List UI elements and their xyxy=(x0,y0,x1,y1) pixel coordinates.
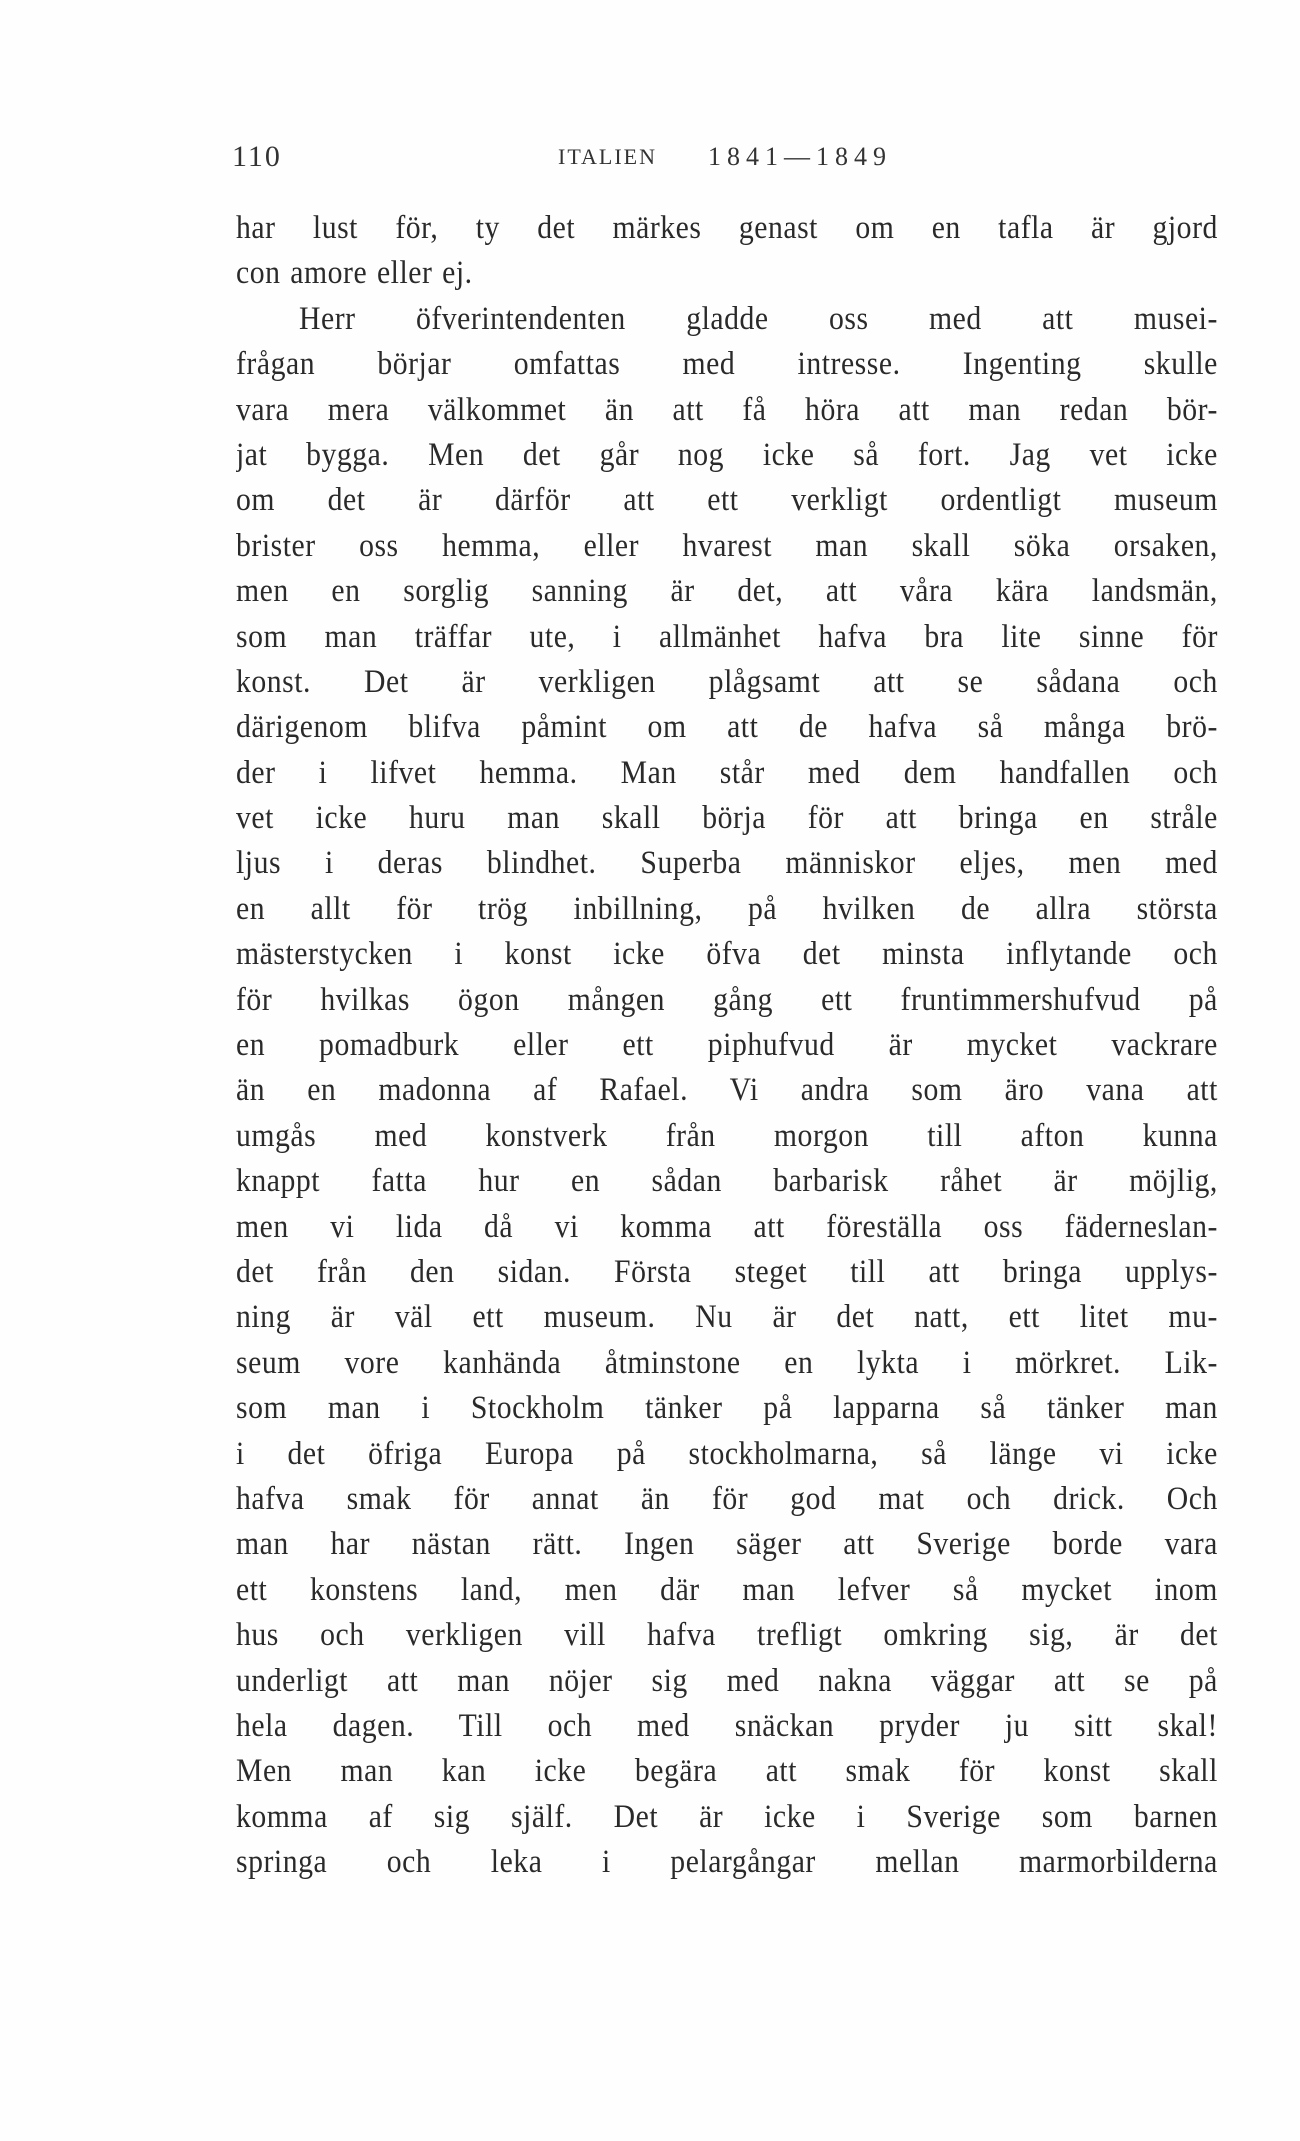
text-line: en pomadburk eller ett piphufvud är mycket vackrare xyxy=(236,1027,1218,1064)
text-line: men en sorglig sanning är det, att våra kära landsmän, xyxy=(236,573,1218,610)
text-line: som man träffar ute, i allmänhet hafva bra lite sinne för xyxy=(236,618,1218,655)
text-line: knappt fatta hur en sådan barbarisk råhet är möjlig, xyxy=(236,1163,1218,1200)
text-line: frågan börjar omfattas med intresse. Ingenting skulle xyxy=(236,346,1218,383)
page-header xyxy=(232,140,1217,180)
text-line: komma af sig själf. Det är icke i Sverige som barnen xyxy=(236,1798,1218,1835)
text-line: seum vore kanhända åtminstone en lykta i mörkret. Lik- xyxy=(236,1344,1218,1381)
text-line: än en madonna af Rafael. Vi andra som äro vana att xyxy=(236,1072,1218,1109)
text-line: ning är väl ett museum. Nu är det natt, ett litet mu- xyxy=(236,1299,1218,1336)
text-line: man har nästan rätt. Ingen säger att Sverige borde vara xyxy=(236,1526,1218,1563)
text-line: mästerstycken i konst icke öfva det minsta inflytande och xyxy=(236,936,1218,973)
text-line: jat bygga. Men det går nog icke så fort. Jag vet icke xyxy=(236,436,1218,473)
body-text xyxy=(236,206,1218,1885)
text-line: men vi lida då vi komma att föreställa oss fäderneslan- xyxy=(236,1208,1218,1245)
text-line: det från den sidan. Första steget till att bringa upplys- xyxy=(236,1253,1218,1290)
text-line: con amore eller ej. xyxy=(236,255,473,292)
text-line: hela dagen. Till och med snäckan pryder ju sitt skal! xyxy=(236,1707,1218,1744)
text-line: underligt att man nöjer sig med nakna väggar att se på xyxy=(236,1662,1218,1699)
text-line: umgås med konstverk från morgon till afton kunna xyxy=(236,1117,1218,1154)
text-line: der i lifvet hemma. Man står med dem handfallen och xyxy=(236,754,1218,791)
text-line: vara mera välkommet än att få höra att man redan bör- xyxy=(236,391,1218,428)
text-line: för hvilkas ögon mången gång ett fruntimmershufvud på xyxy=(236,981,1218,1018)
text-line: ljus i deras blindhet. Superba människor eljes, men med xyxy=(236,845,1218,882)
text-line: brister oss hemma, eller hvarest man skall söka orsaken, xyxy=(236,527,1218,564)
text-line: vet icke huru man skall börja för att bringa en stråle xyxy=(236,800,1218,837)
text-line: hafva smak för annat än för god mat och drick. Och xyxy=(236,1480,1218,1517)
text-line: därigenom blifva påmint om att de hafva så många brö- xyxy=(236,709,1218,746)
text-line: om det är därför att ett verkligt ordentligt museum xyxy=(236,482,1218,519)
text-line: ett konstens land, men där man lefver så mycket inom xyxy=(236,1571,1218,1608)
page-number: 110 xyxy=(232,140,282,173)
text-line: har lust för, ty det märkes genast om en tafla är gjord xyxy=(236,210,1218,246)
text-line: Herr öfverintendenten gladde oss med att musei- xyxy=(299,300,1218,337)
text-line: i det öfriga Europa på stockholmarna, så länge vi icke xyxy=(236,1435,1218,1472)
running-years: 1841—1849 xyxy=(708,142,892,171)
text-line: en allt för trög inbillning, på hvilken de allra största xyxy=(236,890,1218,927)
text-line: springa och leka i pelargångar mellan marmorbilderna xyxy=(236,1844,1218,1881)
text-line: konst. Det är verkligen plågsamt att se sådana och xyxy=(236,663,1218,700)
running-title: ITALIEN xyxy=(558,144,657,169)
text-line: Men man kan icke begära att smak för konst skall xyxy=(236,1753,1218,1790)
text-line: som man i Stockholm tänker på lapparna så tänker man xyxy=(236,1390,1218,1427)
text-line: hus och verkligen vill hafva trefligt omkring sig, är det xyxy=(236,1617,1218,1654)
